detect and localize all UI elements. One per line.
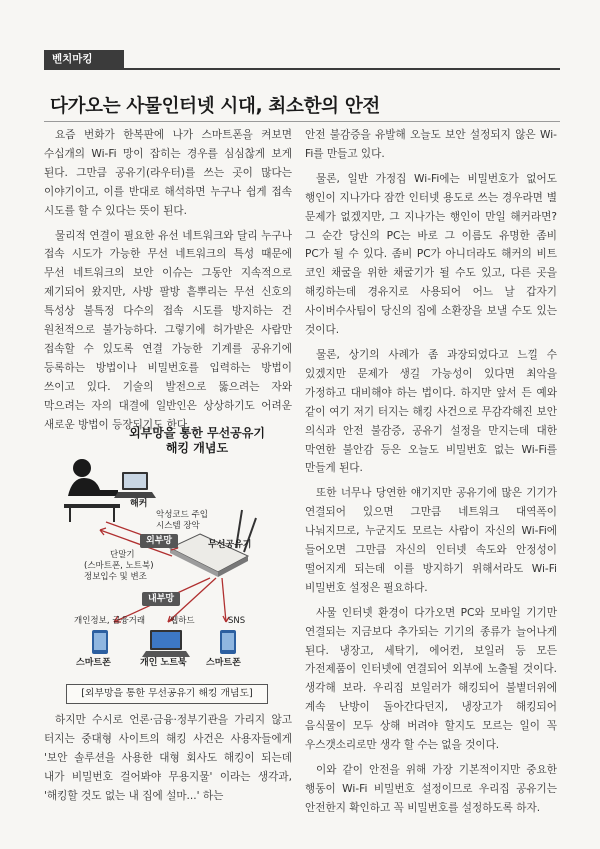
hacker-laptop-icon [114,472,156,498]
paragraph: 요즘 번화가 한복판에 나가 스마트폰을 켜보면 수십개의 Wi-Fi 망이 잡히는 경우를 심심찮게 보게 된다. 그만큼 공유기(라우터)를 쓰는 곳이 많다는 이야기이고, 이를 반대로 해석하면 누구나 쉽게 접속 시도를 할 수 있다는 뜻이 된다. [44,129,292,217]
device-right-label: 스마트폰 [206,658,241,668]
right-column [305,126,557,824]
terminal-label: 단말기 [110,550,135,560]
internal-net-badge: 내부망 [142,592,180,606]
paragraph: 사물 인터넷 환경이 다가오면 PC와 모바일 기기만 연결되는 지금보다 추가되는 기기의 종류가 늘어나게 된다. 냉장고, 세탁기, 에어컨, 보일러 등 모든 가전제품이 인터넷에 연결되어 외부에 노출될 것이다. 생각해 보라. 우리집 보일러가 해킹되어 불볕더위에 계속 난방이 돌아간다던지, 냉장고가 해킹되어 음식물이 모두 상해 버려야 할지도 모르는 일이 꼭 우스갯소리로만 생각 할 수는 없을 것이다. [305,606,557,752]
section-tag: 벤치마킹 [44,50,124,68]
smartphone-left-icon [92,630,108,654]
personal-info-label: 개인정보, 금융거래 [74,616,146,626]
device-left-label: 스마트폰 [76,658,111,668]
left-column-bottom [44,711,292,812]
paragraph: 물리적 연결이 필요한 유선 네트워크와 달리 누구나 접속 시도가 가능한 무선 네트워크의 특성 때문에 무선 네트워크의 보안 이슈는 그동안 지속적으로 제기되어 왔지만, 사방 팔방 흩뿌리는 무선 신호의 특성상 불특정 다수의 접속 시도를 방지하는 건 원천적으로 불가능하다. 그렇기에 허가받은 사람만 접속할 수 있도록 연결 가능한 기계를 공유기에 등록하는 방법이나 비밀번호를 입력하는 방법이 쓰이고 있다. 기술의 발전으로 뚫으려는 자와 막으려는 자의 대결에 일반인은 상상하기도 어려운 새로운 방법이 등장되기도 한다. [44,229,292,431]
external-net-badge: 외부망 [140,534,178,548]
headline: 다가오는 사물인터넷 시대, 최소한의 안전 [50,96,380,117]
headline-rule [44,121,560,122]
system-control-label: 시스템 장악 [156,521,200,531]
paragraph: 하지만 수시로 언론·금융·정부기관을 가리지 않고 터지는 중대형 사이트의 해킹 사건은 사용자들에게 '보안 솔루션을 사용한 대형 회사도 해킹이 되는데 내가 비밀번호 걸어봐야 무용지물' 이라는 생각과, '해킹할 것도 없는 내 집에 설마...' 하는 [44,714,292,802]
paragraph: 또한 너무나 당연한 얘기지만 공유기에 많은 기기가 연결되어 있으면 그만큼 네트워크 대역폭이 나눠지므로, 누군지도 모르는 사람이 자신의 Wi-Fi에 들어오면 그만큼 자신의 인터넷 속도와 안정성이 떨어지게 되는데 이를 방지하기 위해서라도 Wi-Fi 비밀번호 설정은 필요하다. [305,487,557,594]
hacker-label: 해커 [130,499,148,509]
diagram-title: 외부망을 통한 무선공유기 해킹 개념도 [129,426,265,455]
terminal-detail-label: (스마트폰, 노트북) [84,561,154,571]
smartphone-right-icon [220,630,236,654]
paragraph: 이와 같이 안전을 위해 가장 기본적이지만 중요한 행동이 Wi-Fi 비밀번호 설정이므로 우리집 공유기는 안전한지 확인하고 꼭 비밀번호를 설정하도록 하자. [305,764,557,814]
paragraph: 물론, 일반 가정집 Wi-Fi에는 비밀번호가 없어도 행인이 지나가다 잠깐 인터넷 용도로 쓰는 경우라면 별 문제가 없겠지만, 그 지나가는 행인이 만일 해커라면? 그 순간 당신의 PC는 바로 그 이름도 유명한 좀비 PC가 될 수 있다. 좀비 PC가 아니더라도 해커의 비트 코인 채굴을 위한 채굴기가 될 수도 있고, 다른 곳을 해킹하는데 경유지로 사용되어 어느 날 갑자기 사이버수사팀이 당신의 집에 소환장을 보낼 수도 있는 것이다. [305,172,557,337]
top-rule [44,68,560,70]
router-label: 무선공유기 [208,540,252,550]
laptop-icon [142,630,190,657]
paragraph: 물론, 상기의 사례가 좀 과장되었다고 느낄 수 있겠지만 문제가 생길 가능성이 있다면 최악을 가정하고 대비해야 하는 법이다. 하지만 앞서 든 예와 같이 여기 저기 터지는 해킹 사건으로 무감각해진 보안 의식과 안전 불감증, 공유기 설정을 만지는데 대한 막연한 불안감 등은 오늘도 비밀번호 없는 Wi-Fi를 만들게 된다. [305,348,557,475]
paragraph: 안전 불감증을 유발해 오늘도 보안 설정되지 않은 Wi-Fi를 만들고 있다. [305,129,557,160]
figure-caption: [외부망을 통한 무선공유기 해킹 개념도] [66,684,268,704]
hacker-icon [64,459,120,522]
info-leak-label: 정보입수 및 변조 [84,572,147,582]
hacking-diagram [60,426,280,676]
diagram-graphics [60,426,280,676]
web-hard-label: 웹하드 [170,616,195,626]
device-mid-label: 개인 노트북 [140,658,187,668]
malware-label: 악성코드 주입 [156,510,208,520]
left-column [44,126,292,441]
sns-label: SNS [228,616,246,626]
